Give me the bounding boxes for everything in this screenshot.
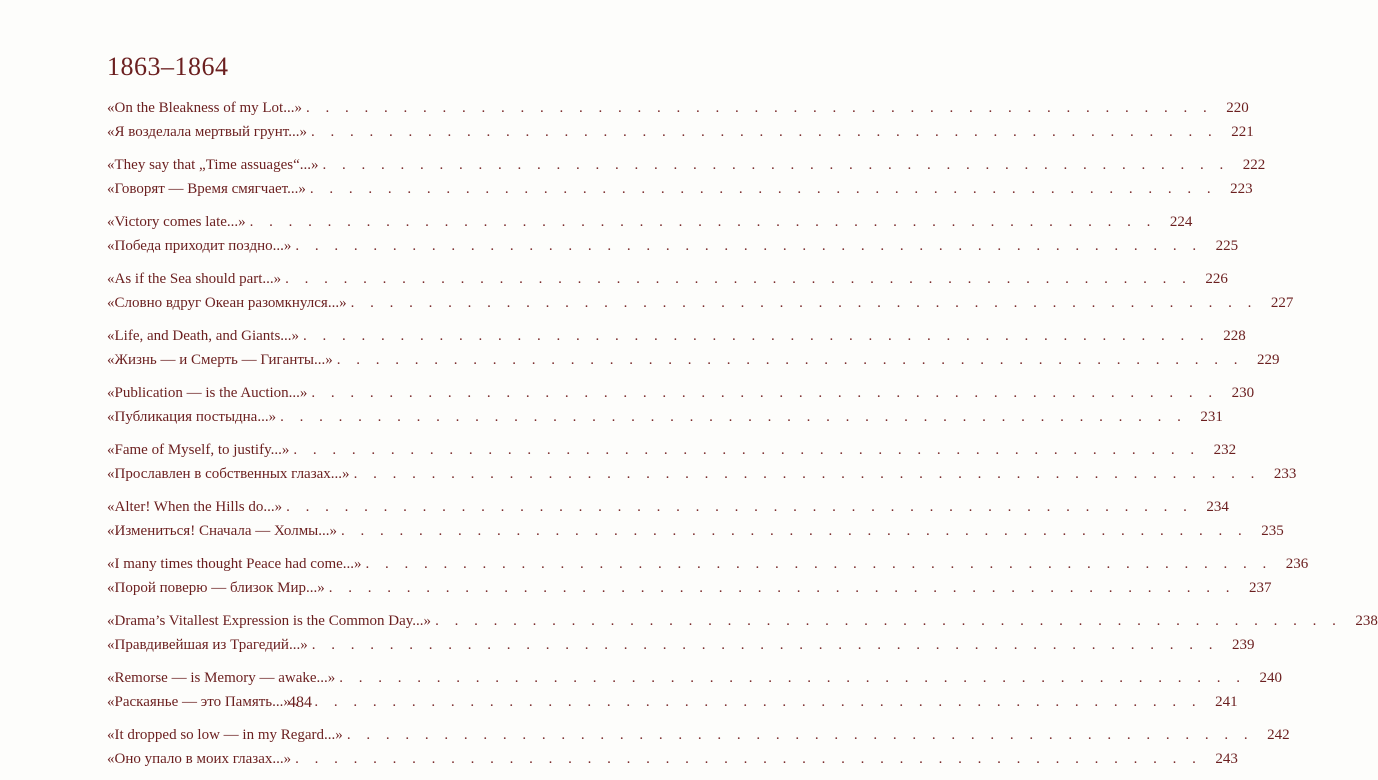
toc-title: «It dropped so low — in my Regard...» [107,727,343,743]
toc-row-original-title[interactable] [107,552,1309,576]
toc-title: «Прославлен в собственных глазах...» [107,466,350,482]
dot-leader [323,153,1230,177]
toc-title: «Порой поверю — близок Мир...» [107,580,325,596]
toc-row-translation-title[interactable] [107,576,1272,600]
toc-entry-pair [107,552,1309,600]
dot-leader [295,747,1202,771]
dot-leader [286,495,1193,519]
toc-page-number: 220 [1226,100,1249,116]
toc-page-number: 241 [1215,694,1238,710]
table-of-contents [107,96,1378,780]
toc-title: «As if the Sea should part...» [107,271,282,287]
toc-row-translation-title[interactable] [107,405,1223,429]
toc-title: «Victory comes late...» [107,214,246,230]
toc-title: «Победа приходит поздно...» [107,238,292,254]
dot-leader [435,609,1342,633]
toc-page-number: 226 [1205,271,1228,287]
toc-row-original-title[interactable] [107,438,1237,462]
dot-leader [295,234,1202,258]
toc-title: «Life, and Death, and Giants...» [107,328,300,344]
toc-page-number: 228 [1223,328,1246,344]
toc-page-number: 238 [1355,613,1378,629]
toc-entry-pair [107,723,1290,771]
toc-entry-pair [107,210,1239,258]
toc-title: «They say that „Time assuages“...» [107,157,319,173]
toc-page-number: 237 [1249,580,1272,596]
dot-leader [354,462,1261,486]
toc-page-number: 224 [1169,214,1193,230]
toc-row-translation-title[interactable] [107,633,1255,657]
dot-leader [329,576,1236,600]
dot-leader [312,633,1219,657]
toc-title: «Словно вдруг Океан разомкнулся...» [107,295,347,311]
toc-row-original-title[interactable] [107,666,1283,690]
toc-page-number: 232 [1213,442,1237,458]
toc-page-number: 234 [1206,499,1229,515]
toc-title: «Remorse — is Memory — awake...» [107,670,336,686]
toc-page-number: 227 [1270,295,1294,311]
toc-row-translation-title[interactable] [107,120,1254,144]
dot-leader [337,348,1244,372]
toc-row-original-title[interactable] [107,495,1229,519]
toc-entry-pair [107,96,1254,144]
toc-page-number: 240 [1259,670,1283,686]
toc-title: «On the Bleakness of my Lot...» [107,100,302,116]
toc-title: «Измениться! Сначала — Холмы...» [107,523,338,539]
toc-page-number: 229 [1257,352,1280,368]
toc-row-original-title[interactable] [107,324,1246,348]
toc-row-original-title[interactable] [107,723,1290,747]
toc-entry-pair [107,324,1280,372]
dot-leader [339,666,1246,690]
dot-leader [303,324,1210,348]
toc-page-number: 243 [1215,751,1238,767]
toc-title: «Раскаянье — это Память...» [107,694,291,710]
toc-row-translation-title[interactable] [107,519,1284,543]
toc-page-number: 239 [1231,637,1255,653]
toc-title: «Публикация постыдна...» [107,409,277,425]
toc-title: «Правдивейшая из Трагедий...» [107,637,308,653]
toc-row-translation-title[interactable] [107,291,1294,315]
toc-row-translation-title[interactable] [107,747,1238,771]
toc-title: «Говорят — Время смягчает...» [107,181,306,197]
dot-leader [310,177,1217,201]
dot-leader [366,552,1273,576]
toc-row-original-title[interactable] [107,609,1378,633]
toc-page-number: 221 [1231,124,1254,140]
toc-title: «Publication — is the Auction...» [107,385,308,401]
page-number: 484 [288,694,312,711]
toc-row-original-title[interactable] [107,267,1228,291]
toc-title: «I many times thought Peace had come...» [107,556,362,572]
toc-row-original-title[interactable] [107,153,1266,177]
toc-title: «Fame of Myself, to justify...» [107,442,290,458]
dot-leader [311,381,1218,405]
toc-page-number: 235 [1261,523,1284,539]
dot-leader [293,438,1200,462]
toc-page-number: 242 [1267,727,1290,743]
toc-title: «Я возделала мертвый грунт...» [107,124,307,140]
toc-row-original-title[interactable] [107,381,1255,405]
toc-title: «Alter! When the Hills do...» [107,499,283,515]
dot-leader [306,96,1213,120]
toc-entry-pair [107,267,1294,315]
toc-row-original-title[interactable] [107,96,1249,120]
toc-entry-pair [107,609,1378,657]
toc-page-number: 222 [1242,157,1266,173]
toc-page-number: 223 [1230,181,1253,197]
section-heading: 1863–1864 [107,52,229,81]
toc-entry-pair [107,153,1266,201]
toc-page-number: 230 [1231,385,1255,401]
toc-page-number: 225 [1215,238,1239,254]
toc-title: «Оно упало в моих глазах...» [107,751,292,767]
toc-entry-pair [107,495,1284,543]
toc-row-translation-title[interactable] [107,234,1239,258]
toc-entry-pair [107,438,1297,486]
dot-leader [347,723,1254,747]
dot-leader [341,519,1248,543]
toc-page-number: 231 [1200,409,1223,425]
dot-leader [280,405,1187,429]
toc-page-number: 233 [1273,466,1297,482]
toc-row-translation-title[interactable] [107,177,1253,201]
toc-title: «Drama’s Vitallest Expression is the Common Day...» [107,613,432,629]
toc-entry-pair [107,381,1255,429]
dot-leader [250,210,1157,234]
dot-leader [285,267,1192,291]
dot-leader [311,120,1218,144]
dot-leader [351,291,1258,315]
toc-row-original-title[interactable] [107,210,1193,234]
toc-page-number: 236 [1285,556,1309,572]
toc-title: «Жизнь — и Смерть — Гиганты...» [107,352,333,368]
toc-row-translation-title[interactable] [107,462,1297,486]
toc-row-translation-title[interactable] [107,348,1280,372]
